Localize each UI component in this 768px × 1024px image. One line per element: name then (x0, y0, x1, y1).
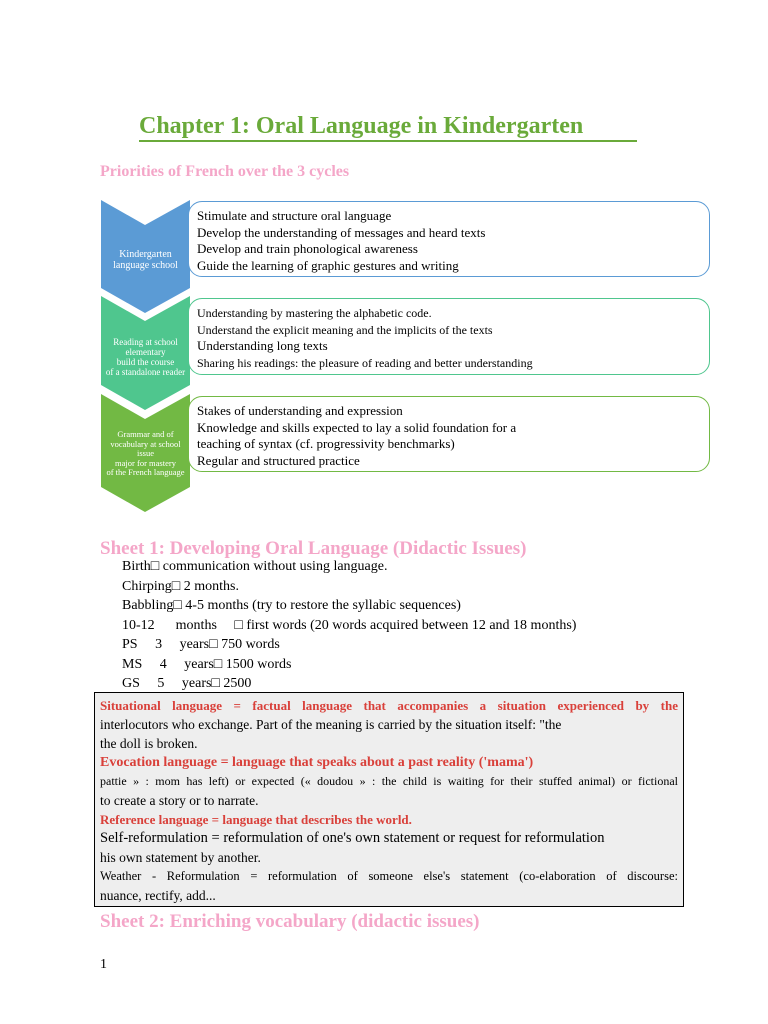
milestone-item: GS 5 years□ 2500 (122, 676, 252, 691)
evocation-line: to create a story or to narrate. (100, 793, 259, 808)
cycle-2-item: Understand the explicit meaning and the implicits of the texts (197, 322, 493, 337)
cycle-2-label: Reading at school elementary build the course of a standalone reader (105, 337, 186, 377)
evocation-line: pattie » : mom has left) or expected (« doudou » : the child is waiting for their stuffed animal) or fictional (100, 774, 678, 788)
sheet-2-heading: Sheet 2: Enriching vocabulary (didactic issues) (100, 911, 480, 932)
reference-definition: Reference language = language that describes the world. (100, 812, 412, 827)
self-reformulation-line: his own statement by another. (100, 850, 261, 865)
cycle-3-chevron (101, 394, 190, 512)
cycle-1-item: Stimulate and structure oral language (197, 208, 392, 223)
self-reformulation-line: Self-reformulation = reformulation of one's own statement or request for reformulation (100, 830, 605, 846)
cycle-1-box (188, 201, 710, 277)
priorities-heading: Priorities of French over the 3 cycles (100, 163, 350, 180)
situational-line: interlocutors who exchange. Part of the meaning is carried by the situation itself: "the (100, 717, 562, 732)
weather-reformulation-line: nuance, rectify, add... (100, 888, 216, 903)
cycle-3-item: Regular and structured practice (197, 452, 360, 468)
milestone-item: Birth□ communication without using language. (122, 559, 388, 574)
evocation-definition: Evocation language = language that speaks about a past reality ('mama') (100, 755, 534, 770)
cycle-1-label: Kindergarten language school (113, 249, 178, 271)
cycle-3-box (188, 396, 710, 472)
page-number: 1 (100, 957, 107, 972)
cycle-3-item: teaching of syntax (cf. progressivity benchmarks) (197, 436, 455, 451)
cycle-3-item: Knowledge and skills expected to lay a solid foundation for a (197, 419, 517, 435)
milestone-list (122, 557, 576, 694)
milestone-item: PS 3 years□ 750 words (122, 637, 280, 652)
milestone-item: Chirping□ 2 months. (122, 578, 239, 594)
cycle-1-item: Develop and train phonological awareness (197, 241, 418, 256)
cycle-2-item: Understanding by mastering the alphabetic code. (197, 306, 432, 320)
milestone-item: Babbling□ 4-5 months (try to restore the syllabic sequences) (122, 598, 461, 613)
milestone-item: MS 4 years□ 1500 words (122, 656, 292, 672)
cycle-2-item: Understanding long texts (197, 338, 328, 353)
cycle-1-item: Develop the understanding of messages and heard texts (197, 224, 486, 240)
situational-definition: Situational language = factual language that accompanies a situation experienced by the (100, 698, 678, 713)
weather-reformulation-line: Weather - Reformulation = reformulation of someone else's statement (co-elaboration of discourse: (100, 869, 678, 883)
cycle-2-item: Sharing his readings: the pleasure of reading and better understanding (197, 355, 533, 370)
cycle-2-box (188, 298, 710, 375)
situational-line: the doll is broken. (100, 736, 198, 751)
milestone-item: 10-12 months □ first words (20 words acquired between 12 and 18 months) (122, 617, 577, 633)
cycle-1-item: Guide the learning of graphic gestures and writing (197, 257, 459, 273)
chapter-title: Chapter 1: Oral Language in Kindergarten (139, 113, 602, 139)
sheet-1-heading: Sheet 1: Developing Oral Language (Didactic Issues) (100, 538, 527, 559)
cycle-3-label: Grammar and of vocabulary at school issue major for mastery of the French language (106, 429, 185, 477)
cycle-3-item: Stakes of understanding and expression (197, 403, 403, 418)
cycle-2-chevron (101, 296, 190, 410)
title-underline (139, 140, 637, 142)
language-types-box (94, 692, 684, 907)
